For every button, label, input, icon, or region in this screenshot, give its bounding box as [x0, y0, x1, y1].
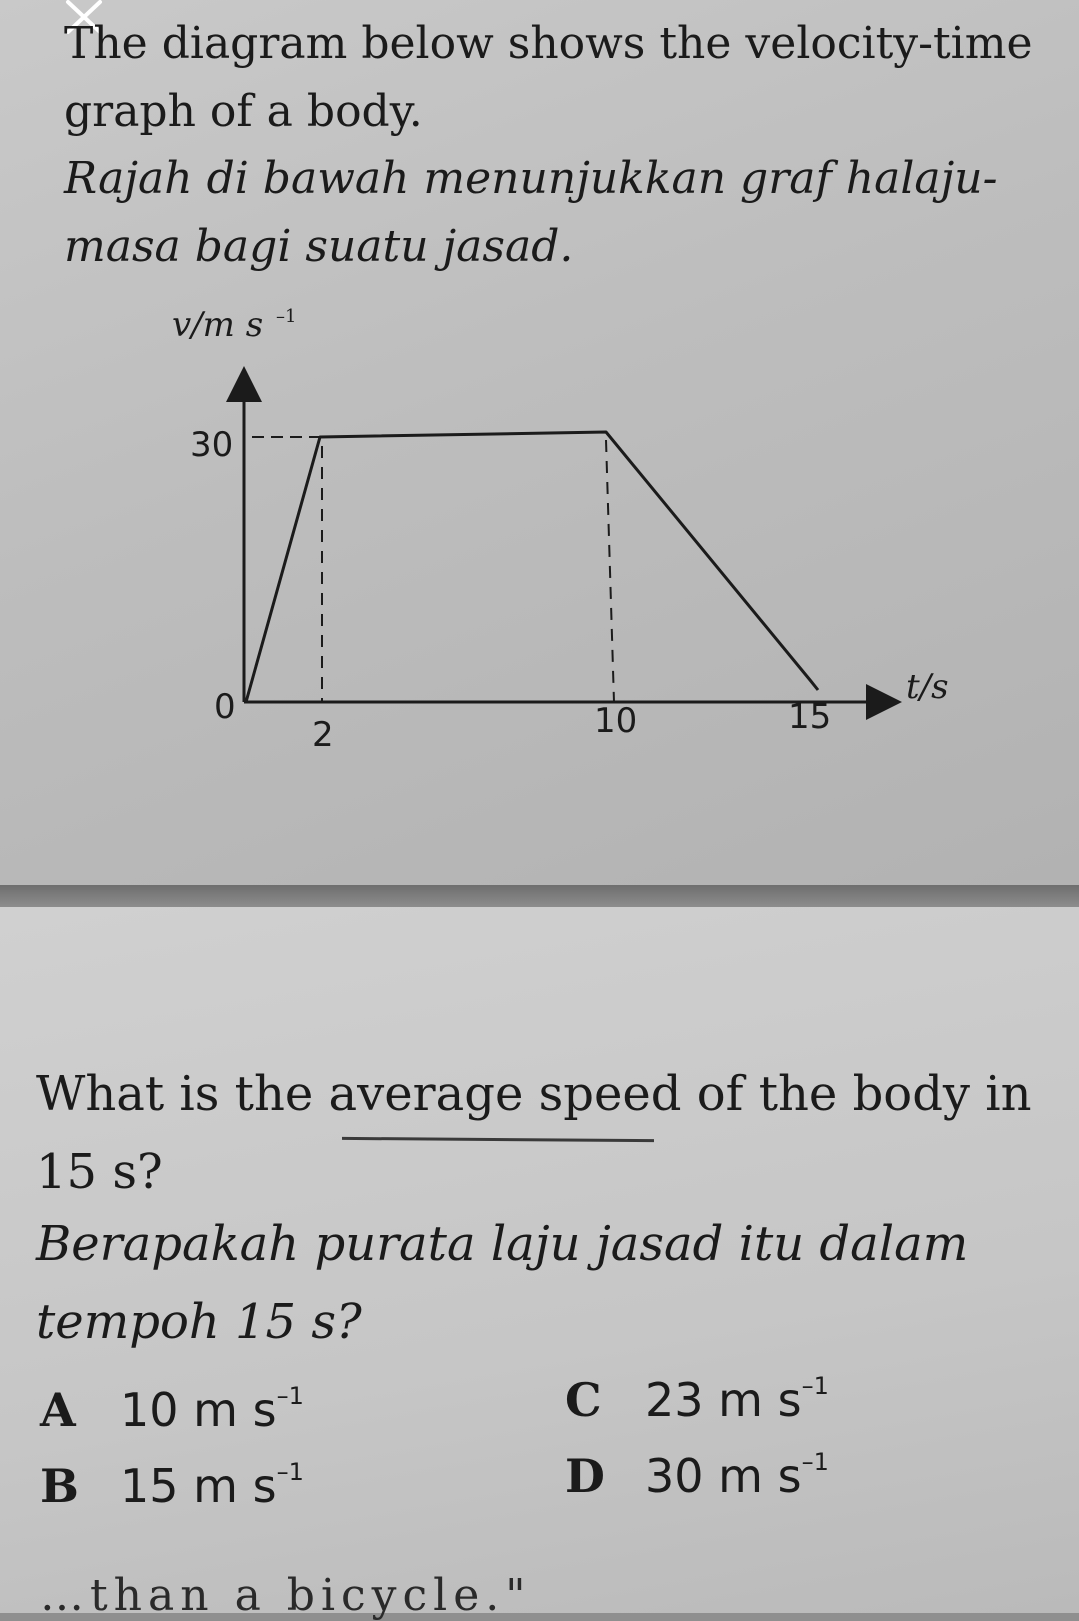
option-d-letter: D — [565, 1449, 605, 1503]
guide-t10 — [606, 440, 614, 702]
x-tick-10: 10 — [594, 701, 638, 741]
x-tick-15: 15 — [788, 697, 832, 737]
velocity-time-graph — [0, 300, 1000, 770]
option-a-letter: A — [40, 1383, 76, 1437]
option-c-letter: C — [565, 1373, 602, 1427]
question-text-malay-2: Berapakah purata laju jasad itu dalam tempoh 15 s? — [36, 1216, 969, 1350]
option-a-value: 10 m s — [120, 1383, 277, 1437]
next-question-fragment: …than a bicycle." — [40, 1570, 532, 1621]
option-c-value: 23 m s — [645, 1373, 802, 1427]
question-text-malay: Rajah di bawah menunjukkan graf halaju-masa bagi suatu jasad. — [64, 153, 998, 272]
option-d-value: 30 m s — [645, 1449, 802, 1503]
option-c-exponent: –1 — [801, 1372, 829, 1400]
option-d-exponent: –1 — [801, 1448, 829, 1476]
option-c[interactable] — [565, 1372, 829, 1427]
velocity-line — [246, 432, 818, 702]
y-tick-30: 30 — [190, 425, 234, 465]
option-b-exponent: –1 — [276, 1458, 304, 1486]
y-axis-label-exponent: –1 — [276, 306, 297, 327]
option-b-letter: B — [40, 1459, 79, 1513]
option-b[interactable] — [40, 1458, 304, 1513]
page-divider — [0, 885, 1079, 907]
x-axis-label: t/s — [906, 667, 949, 707]
question-text-english: The diagram below shows the velocity-time graph of a body. — [64, 18, 1033, 137]
option-b-value: 15 m s — [120, 1459, 277, 1513]
option-d[interactable] — [565, 1448, 829, 1503]
question-text-english-2: What is the average speed of the body in 15 s? — [36, 1066, 1032, 1200]
y-axis-label: v/m s — [172, 305, 264, 345]
option-a[interactable] — [40, 1382, 304, 1437]
option-a-exponent: –1 — [276, 1382, 304, 1410]
y-tick-0: 0 — [214, 687, 236, 727]
x-tick-2: 2 — [312, 715, 334, 755]
